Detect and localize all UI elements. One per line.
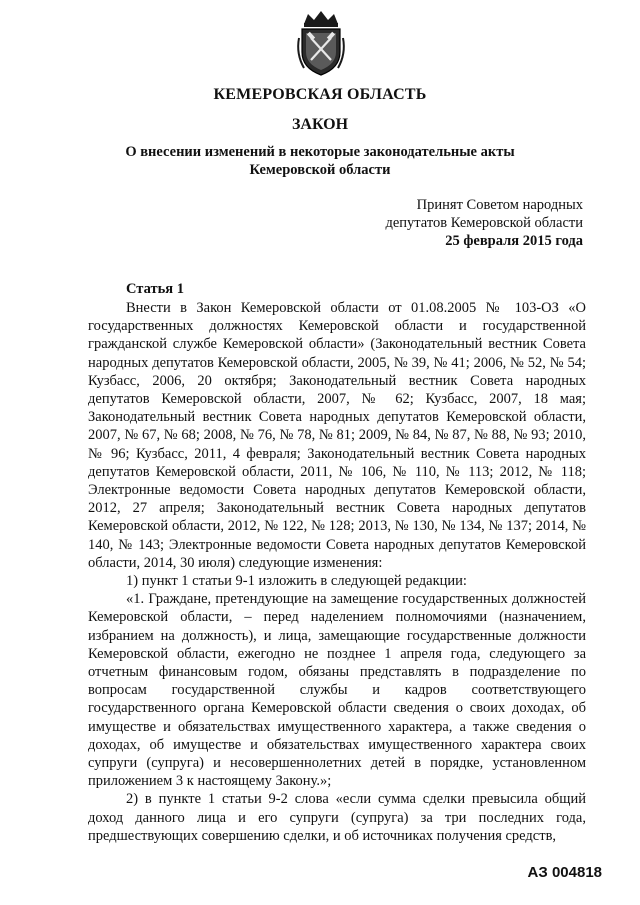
article-heading: Статья 1 <box>126 281 184 297</box>
adoption-date: 25 февраля 2015 года <box>445 233 583 249</box>
article-body <box>88 299 586 845</box>
adoption-line-2: депутатов Кемеровской области <box>385 215 583 231</box>
document-type-heading: ЗАКОН <box>291 116 349 133</box>
kemerovo-coat-of-arms-icon <box>294 8 348 78</box>
adoption-line-1: Принят Советом народных <box>416 197 583 213</box>
region-heading: КЕМЕРОВСКАЯ ОБЛАСТЬ <box>213 86 427 103</box>
law-title-line-2: Кемеровской области <box>249 162 391 178</box>
paragraph-item-1: 1) пункт 1 статьи 9-1 изложить в следующей редакции: <box>126 573 467 590</box>
paragraph-item-2: 2) в пункте 1 статьи 9-2 слова «если сумма сделки превысила общий доход данного лица и его супруги (супруга) за три последних года, предшествующих совершению сделки, и об источниках получения средств, <box>88 791 586 844</box>
paragraph-item-1-text: «1. Граждане, претендующие на замещение государственных должностей Кемеровской области, – перед наделением полномочиями (назначением, избранием на должность), и лица, замещающие государственные должности Кемеровской области, ежегодно не позднее 1 апреля года, следующего за отчетным финансовым годом, обязаны представлять в подразделение по вопросам государственной службы и кадров соответствующего государственного органа Кемеровской области сведения о своих доходах, об имуществе и обязательствах имущественного характера, а также сведения о доходах, об имуществе и обязательствах имущественного характера своих супруги (супруга) и несовершеннолетних детей в порядке, установленном приложением 3 к настоящему Закону.»; <box>88 591 586 790</box>
serial-number: АЗ 004818 <box>527 864 602 881</box>
paragraph-intro: Внести в Закон Кемеровской области от 01.08.2005 № 103-ОЗ «О государственных должностях Кемеровской области и государственной гражданской службе Кемеровской области» (Законодательный вестник Совета народных депутатов Кемеровской области, 2005, № 39, № 41; 2006, № 52, № 54; Кузбасс, 2006, 20 октября; Законодательный вестник Совета народных депутатов Кемеровской области, 2007, № 62; Кузбасс, 2007, 18 мая; Законодательный вестник Совета народных депутатов Кемеровской области, 2007, № 67, № 68; 2008, № 76, № 78, № 81; 2009, № 84, № 87, № 88, № 93; 2010, № 96; Кузбасс, 2011, 4 февраля; Законодательный вестник Совета народных депутатов Кемеровской области, 2011, № 106, № 110, № 113; 2012, № 118; Электронные ведомости Совета народных депутатов Кемеровской области, 2012, 27 апреля; Законодательный вестник Совета народных депутатов Кемеровской области, 2012, № 122, № 128; 2013, № 130, № 134, № 137; 2014, № 140, № 143; Электронные ведомости Совета народных депутатов Кемеровской области, 2014, 30 июля) следующие изменения: <box>88 300 586 571</box>
adoption-block <box>385 196 583 250</box>
law-title-line-1: О внесении изменений в некоторые законодательные акты <box>125 144 515 160</box>
law-title <box>0 143 640 179</box>
